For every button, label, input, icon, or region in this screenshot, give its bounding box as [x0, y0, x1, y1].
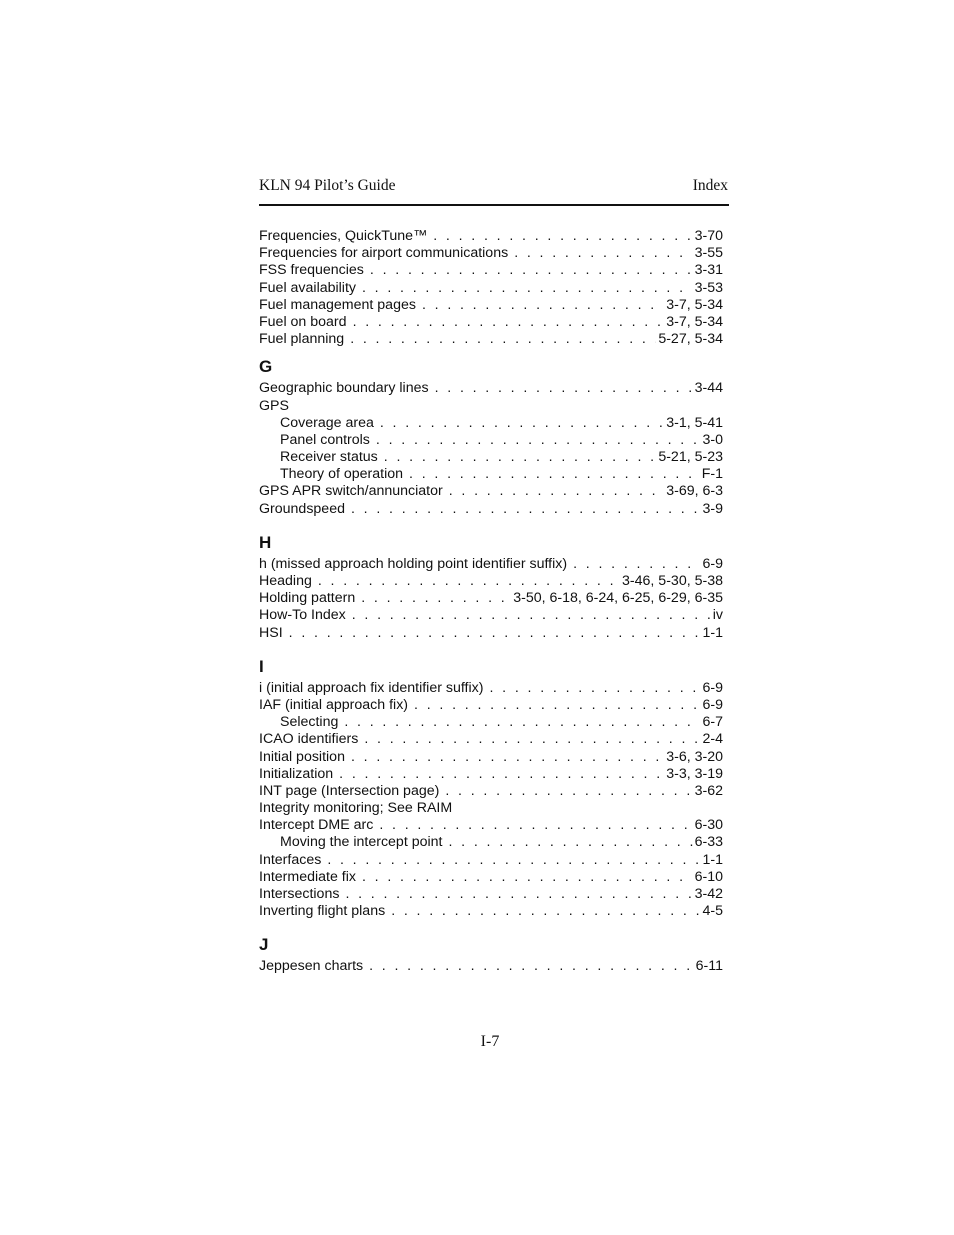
- index-page-refs: 6-11: [695, 958, 723, 975]
- index-term: Intermediate fix: [259, 868, 356, 885]
- index-page-refs: 3-62: [694, 782, 723, 799]
- index-page-refs: 6-7: [702, 714, 723, 731]
- index-page-refs: 3-44: [694, 380, 723, 397]
- header-book-title: KLN 94 Pilot’s Guide: [259, 177, 396, 194]
- index-term: Theory of operation: [280, 466, 404, 483]
- index-entry-heading: [259, 573, 723, 590]
- dot-leader: [352, 607, 711, 624]
- dot-leader: [433, 228, 692, 245]
- index-page-refs: 6-9: [702, 555, 723, 572]
- index-page-refs: 3-0: [702, 431, 723, 448]
- index-page-refs: 3-46, 5-30, 5-38: [622, 573, 723, 589]
- dot-leader: [344, 714, 700, 731]
- index-page-refs: 3-7, 5-34: [666, 296, 723, 313]
- index-term: Frequencies for airport communications: [259, 245, 509, 262]
- section-letter: I: [259, 656, 264, 676]
- index-entry-fss-frequencies: [259, 262, 723, 279]
- section-letter: H: [259, 532, 272, 552]
- index-entry-hsi: [259, 625, 723, 642]
- index-entry-fuel-availability: [259, 280, 723, 297]
- index-entry-fuel-on-board: [259, 314, 723, 331]
- index-entry-coverage-area: [259, 415, 723, 432]
- dot-leader: [289, 625, 701, 642]
- index-term: Moving the intercept point: [280, 834, 443, 851]
- index-entry-intercept-dme-arc: [259, 817, 723, 834]
- index-page-refs: 3-3, 3-19: [666, 765, 723, 782]
- index-page-refs: F-1: [701, 466, 723, 483]
- index-page-refs: 5-27, 5-34: [658, 331, 723, 348]
- index-entry-initialization: [259, 766, 723, 783]
- index-term: Selecting: [280, 714, 339, 731]
- index-entry-initial-position: [259, 749, 723, 766]
- index-page-refs: 6-30: [694, 817, 723, 834]
- dot-leader: [353, 314, 665, 331]
- index-entry-moving-the-intercept-point: [259, 834, 723, 851]
- dot-leader: [514, 245, 692, 262]
- index-page-refs: 6-10: [694, 868, 723, 885]
- index-entry-integrity-monitoring-see-raim: [259, 800, 723, 817]
- index-term: Frequencies, QuickTune™: [259, 228, 428, 244]
- index-term: Groundspeed: [259, 500, 345, 517]
- index-term: Inverting flight plans: [259, 903, 386, 920]
- index-term: GPS APR switch/annunciator: [259, 483, 443, 500]
- index-page-refs: 5-21, 5-23: [658, 449, 723, 466]
- dot-leader: [362, 280, 693, 297]
- index-term: HSI: [259, 624, 283, 641]
- index-page-refs: 3-55: [694, 245, 723, 262]
- index-entry-jeppesen-charts: [259, 958, 723, 975]
- index-entry-selecting: [259, 714, 723, 731]
- index-term: Initial position: [259, 748, 345, 765]
- index-entry-interfaces: [259, 852, 723, 869]
- index-page-refs: 3-69, 6-3: [666, 483, 723, 500]
- index-term: Intercept DME arc: [259, 817, 374, 834]
- dot-leader: [351, 749, 664, 766]
- index-entry-frequencies-for-airport-communications: [259, 245, 723, 262]
- index-entry-intermediate-fix: [259, 869, 723, 886]
- index-page-refs: 3-50, 6-18, 6-24, 6-25, 6-29, 6-35: [513, 590, 723, 607]
- index-entry-icao-identifiers: [259, 731, 723, 748]
- dot-leader: [350, 331, 656, 348]
- index-term: GPS: [259, 397, 289, 414]
- dot-leader: [369, 958, 694, 975]
- dot-leader: [376, 432, 701, 449]
- index-term: Fuel availability: [259, 279, 356, 296]
- index-page-refs: 3-42: [694, 886, 723, 902]
- index-page-refs: 6-33: [694, 834, 723, 851]
- dot-leader: [573, 556, 700, 573]
- index-page-refs: 3-9: [702, 500, 723, 517]
- index-section-i: [259, 654, 723, 927]
- index-entry-panel-controls: [259, 432, 723, 449]
- index-term: Initialization: [259, 765, 334, 782]
- index-entry-fuel-planning: [259, 331, 723, 348]
- dot-leader: [379, 817, 692, 834]
- index-entry-inverting-flight-plans: [259, 903, 723, 920]
- dot-leader: [435, 380, 693, 397]
- dot-leader: [384, 449, 657, 466]
- section-letter: J: [259, 935, 269, 955]
- index-page-refs: 6-9: [702, 696, 723, 713]
- dot-leader: [351, 501, 701, 518]
- index-entry-int-page-intersection-page: [259, 783, 723, 800]
- index-page-refs: 3-31: [694, 262, 723, 279]
- index-page-refs: 3-7, 5-34: [666, 313, 723, 330]
- running-header: [259, 177, 729, 206]
- index-term: INT page (Intersection page): [259, 782, 440, 799]
- index-entry-gps-apr-switch-annunciator: [259, 483, 723, 500]
- index-entry-how-to-index: [259, 607, 723, 624]
- index-term: Coverage area: [280, 414, 374, 431]
- dot-leader: [364, 731, 700, 748]
- index-section-h: [259, 530, 723, 648]
- index-term: Fuel on board: [259, 313, 347, 330]
- index-entry-fuel-management-pages: [259, 297, 723, 314]
- dot-leader: [339, 766, 664, 783]
- dot-leader: [345, 886, 692, 903]
- dot-leader: [489, 680, 700, 697]
- index-term: Fuel planning: [259, 331, 345, 348]
- index-entry-intersections: [259, 886, 723, 903]
- dot-leader: [361, 590, 511, 607]
- dot-leader: [327, 852, 700, 869]
- index-section-g: [259, 354, 723, 524]
- index-term: h (missed approach holding point identifier suffix): [259, 555, 568, 572]
- index-page-refs: 6-9: [702, 679, 723, 696]
- index-page-refs: 4-5: [702, 903, 723, 920]
- dot-leader: [448, 834, 692, 851]
- section-letter: G: [259, 357, 273, 377]
- index-entry-holding-pattern: [259, 590, 723, 607]
- index-term: i (initial approach fix identifier suffix): [259, 679, 484, 696]
- header-section-title: Index: [692, 177, 728, 194]
- index-page-refs: 3-1, 5-41: [666, 414, 723, 431]
- index-entry-geographic-boundary-lines: [259, 380, 723, 397]
- dot-leader: [370, 262, 693, 279]
- index-term: How-To Index: [259, 607, 346, 624]
- index-page-refs: 3-70: [694, 228, 723, 244]
- index-page-refs: 3-53: [694, 279, 723, 296]
- index-term: ICAO identifiers: [259, 731, 359, 748]
- index-page-refs: 1-1: [702, 851, 723, 868]
- index-entry-iaf-initial-approach-fix: [259, 697, 723, 714]
- index-entry-theory-of-operation: [259, 466, 723, 483]
- dot-leader: [391, 903, 700, 920]
- index-term: Receiver status: [280, 449, 378, 466]
- index-term: Interfaces: [259, 851, 322, 868]
- index-term: Jeppesen charts: [259, 958, 364, 975]
- dot-leader: [380, 415, 664, 432]
- index-page-refs: iv: [712, 607, 723, 624]
- index-entry-groundspeed: [259, 501, 723, 518]
- index-page-refs: 1-1: [702, 624, 723, 641]
- dot-leader: [414, 697, 700, 714]
- index-term: Geographic boundary lines: [259, 380, 429, 397]
- index-page-refs: 2-4: [702, 731, 723, 748]
- index-page-refs: 3-6, 3-20: [666, 748, 723, 765]
- index-term: Holding pattern: [259, 590, 356, 607]
- dot-leader: [449, 483, 664, 500]
- dot-leader: [422, 297, 664, 314]
- index-group-f-continued: [259, 228, 723, 348]
- index-term: Intersections: [259, 886, 340, 902]
- index-entry-h-missed-approach-holding-point-identifi: [259, 556, 723, 573]
- dot-leader: [409, 466, 700, 483]
- dot-leader: [362, 869, 693, 886]
- dot-leader: [318, 573, 620, 590]
- index-term: Panel controls: [280, 431, 370, 448]
- index-entry-gps: [259, 398, 723, 415]
- index-entry-i-initial-approach-fix-identifier-suffix: [259, 680, 723, 697]
- index-term: IAF (initial approach fix): [259, 696, 409, 713]
- index-term: Heading: [259, 573, 312, 589]
- index-term: FSS frequencies: [259, 262, 364, 279]
- index-list: [259, 228, 723, 982]
- page-number: I-7: [480, 1033, 500, 1050]
- index-section-j: [259, 932, 723, 981]
- index-term: Integrity monitoring; See RAIM: [259, 800, 453, 817]
- index-entry-frequencies-quicktune: [259, 228, 723, 245]
- index-entry-receiver-status: [259, 449, 723, 466]
- index-term: Fuel management pages: [259, 296, 416, 313]
- dot-leader: [445, 783, 692, 800]
